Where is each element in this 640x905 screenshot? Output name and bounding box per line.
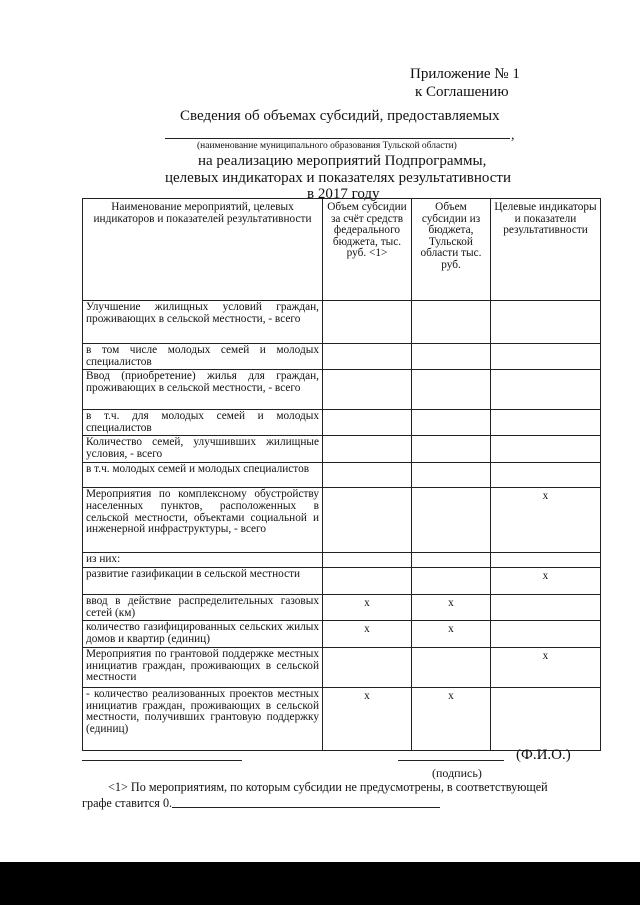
full-name-label: (Ф.И.О.): [516, 747, 571, 763]
row-name: развитие газификации в сельской местности: [83, 567, 323, 594]
table-row: [83, 688, 601, 751]
row-indicators: [491, 370, 601, 410]
appendix-number: Приложение № 1: [410, 66, 520, 82]
row-name: Мероприятия по комплексному обустройству населенных пунктов, расположенных в сельской местности, объектами социальной и инженерной инфраструктуры, - всего: [83, 488, 323, 553]
row-regional: x: [412, 594, 491, 620]
row-federal: x: [323, 688, 412, 751]
row-indicators: x: [491, 648, 601, 688]
table-row: [83, 344, 601, 370]
row-federal: [323, 344, 412, 370]
table-row: [83, 553, 601, 568]
municipality-hint: (наименование муниципального образования Тульской области): [197, 141, 457, 151]
row-regional: [412, 436, 491, 463]
row-federal: x: [323, 621, 412, 648]
footnote-underline: [172, 807, 440, 808]
row-name: - количество реализованных проектов местных инициатив граждан, проживающих в сельской местности, получивших грантовую поддержку (единиц): [83, 688, 323, 751]
agreement-reference: к Соглашению: [415, 84, 509, 100]
row-name: Количество семей, улучшивших жилищные условия, - всего: [83, 436, 323, 463]
row-indicators: x: [491, 567, 601, 594]
row-federal: [323, 553, 412, 568]
signature-line: [398, 760, 504, 761]
row-name: количество газифицированных сельских жилых домов и квартир (единиц): [83, 621, 323, 648]
row-indicators: [491, 410, 601, 436]
row-name: Ввод (приобретение) жилья для граждан, проживающих в сельской местности, - всего: [83, 370, 323, 410]
signature-caption: (подпись): [432, 766, 482, 780]
row-regional: x: [412, 621, 491, 648]
row-regional: [412, 463, 491, 488]
row-regional: [412, 370, 491, 410]
table-header-row: [83, 199, 601, 301]
table-row: [83, 301, 601, 344]
row-name: в т.ч. молодых семей и молодых специалистов: [83, 463, 323, 488]
row-indicators: [491, 344, 601, 370]
row-federal: [323, 567, 412, 594]
row-regional: x: [412, 688, 491, 751]
row-regional: [412, 567, 491, 594]
table-row: [83, 621, 601, 648]
title-comma: ,: [511, 128, 515, 143]
table-row: [83, 410, 601, 436]
table-row: [83, 436, 601, 463]
row-indicators: [491, 688, 601, 751]
table-row: [83, 488, 601, 553]
row-regional: [412, 488, 491, 553]
table-row: [83, 648, 601, 688]
row-indicators: [491, 621, 601, 648]
row-name: из них:: [83, 553, 323, 568]
row-regional: [412, 301, 491, 344]
row-name: Улучшение жилищных условий граждан, проживающих в сельской местности, - всего: [83, 301, 323, 344]
row-indicators: [491, 553, 601, 568]
row-regional: [412, 553, 491, 568]
row-regional: [412, 344, 491, 370]
table-row: [83, 370, 601, 410]
row-federal: x: [323, 594, 412, 620]
row-indicators: [491, 301, 601, 344]
row-federal: [323, 436, 412, 463]
scan-border-bar: [0, 862, 640, 905]
row-federal: [323, 410, 412, 436]
row-federal: [323, 463, 412, 488]
row-name: в том числе молодых семей и молодых специалистов: [83, 344, 323, 370]
row-regional: [412, 410, 491, 436]
row-federal: [323, 488, 412, 553]
municipality-blank-line: [165, 138, 510, 139]
row-name: ввод в действие распределительных газовых сетей (км): [83, 594, 323, 620]
column-header-regional: Объем субсидии из бюджета, Тульской области тыс. руб.: [412, 199, 491, 301]
column-header-indicators: Целевые индикаторы и показатели результативности: [491, 199, 601, 301]
row-indicators: x: [491, 488, 601, 553]
row-indicators: [491, 463, 601, 488]
subsidy-table: [82, 198, 601, 751]
table-row: [83, 567, 601, 594]
column-header-federal: Объем субсидии за счёт средств федерального бюджета, тыс. руб. <1>: [323, 199, 412, 301]
row-indicators: [491, 436, 601, 463]
row-name: в т.ч. для молодых семей и молодых специалистов: [83, 410, 323, 436]
row-federal: [323, 648, 412, 688]
subtitle-line-1: на реализацию мероприятий Подпрограммы,: [198, 153, 487, 169]
footnote-line-2: графе ставится 0.: [82, 796, 173, 810]
footnote-line-1: <1> По мероприятиям, по которым субсидии не предусмотрены, в соответствующей: [108, 780, 548, 794]
report-year: в 2017 году: [307, 186, 380, 202]
row-name: Мероприятия по грантовой поддержке местных инициатив граждан, проживающих в сельской местности: [83, 648, 323, 688]
table-row: [83, 463, 601, 488]
document-title: Сведения об объемах субсидий, предоставляемых: [180, 108, 500, 124]
column-header-name: Наименование мероприятий, целевых индикаторов и показателей результативности: [83, 199, 323, 301]
row-federal: [323, 370, 412, 410]
row-federal: [323, 301, 412, 344]
row-regional: [412, 648, 491, 688]
signature-position-line: [82, 760, 242, 761]
table-row: [83, 594, 601, 620]
row-indicators: [491, 594, 601, 620]
subtitle-line-2: целевых индикаторах и показателях результативности: [165, 170, 511, 186]
